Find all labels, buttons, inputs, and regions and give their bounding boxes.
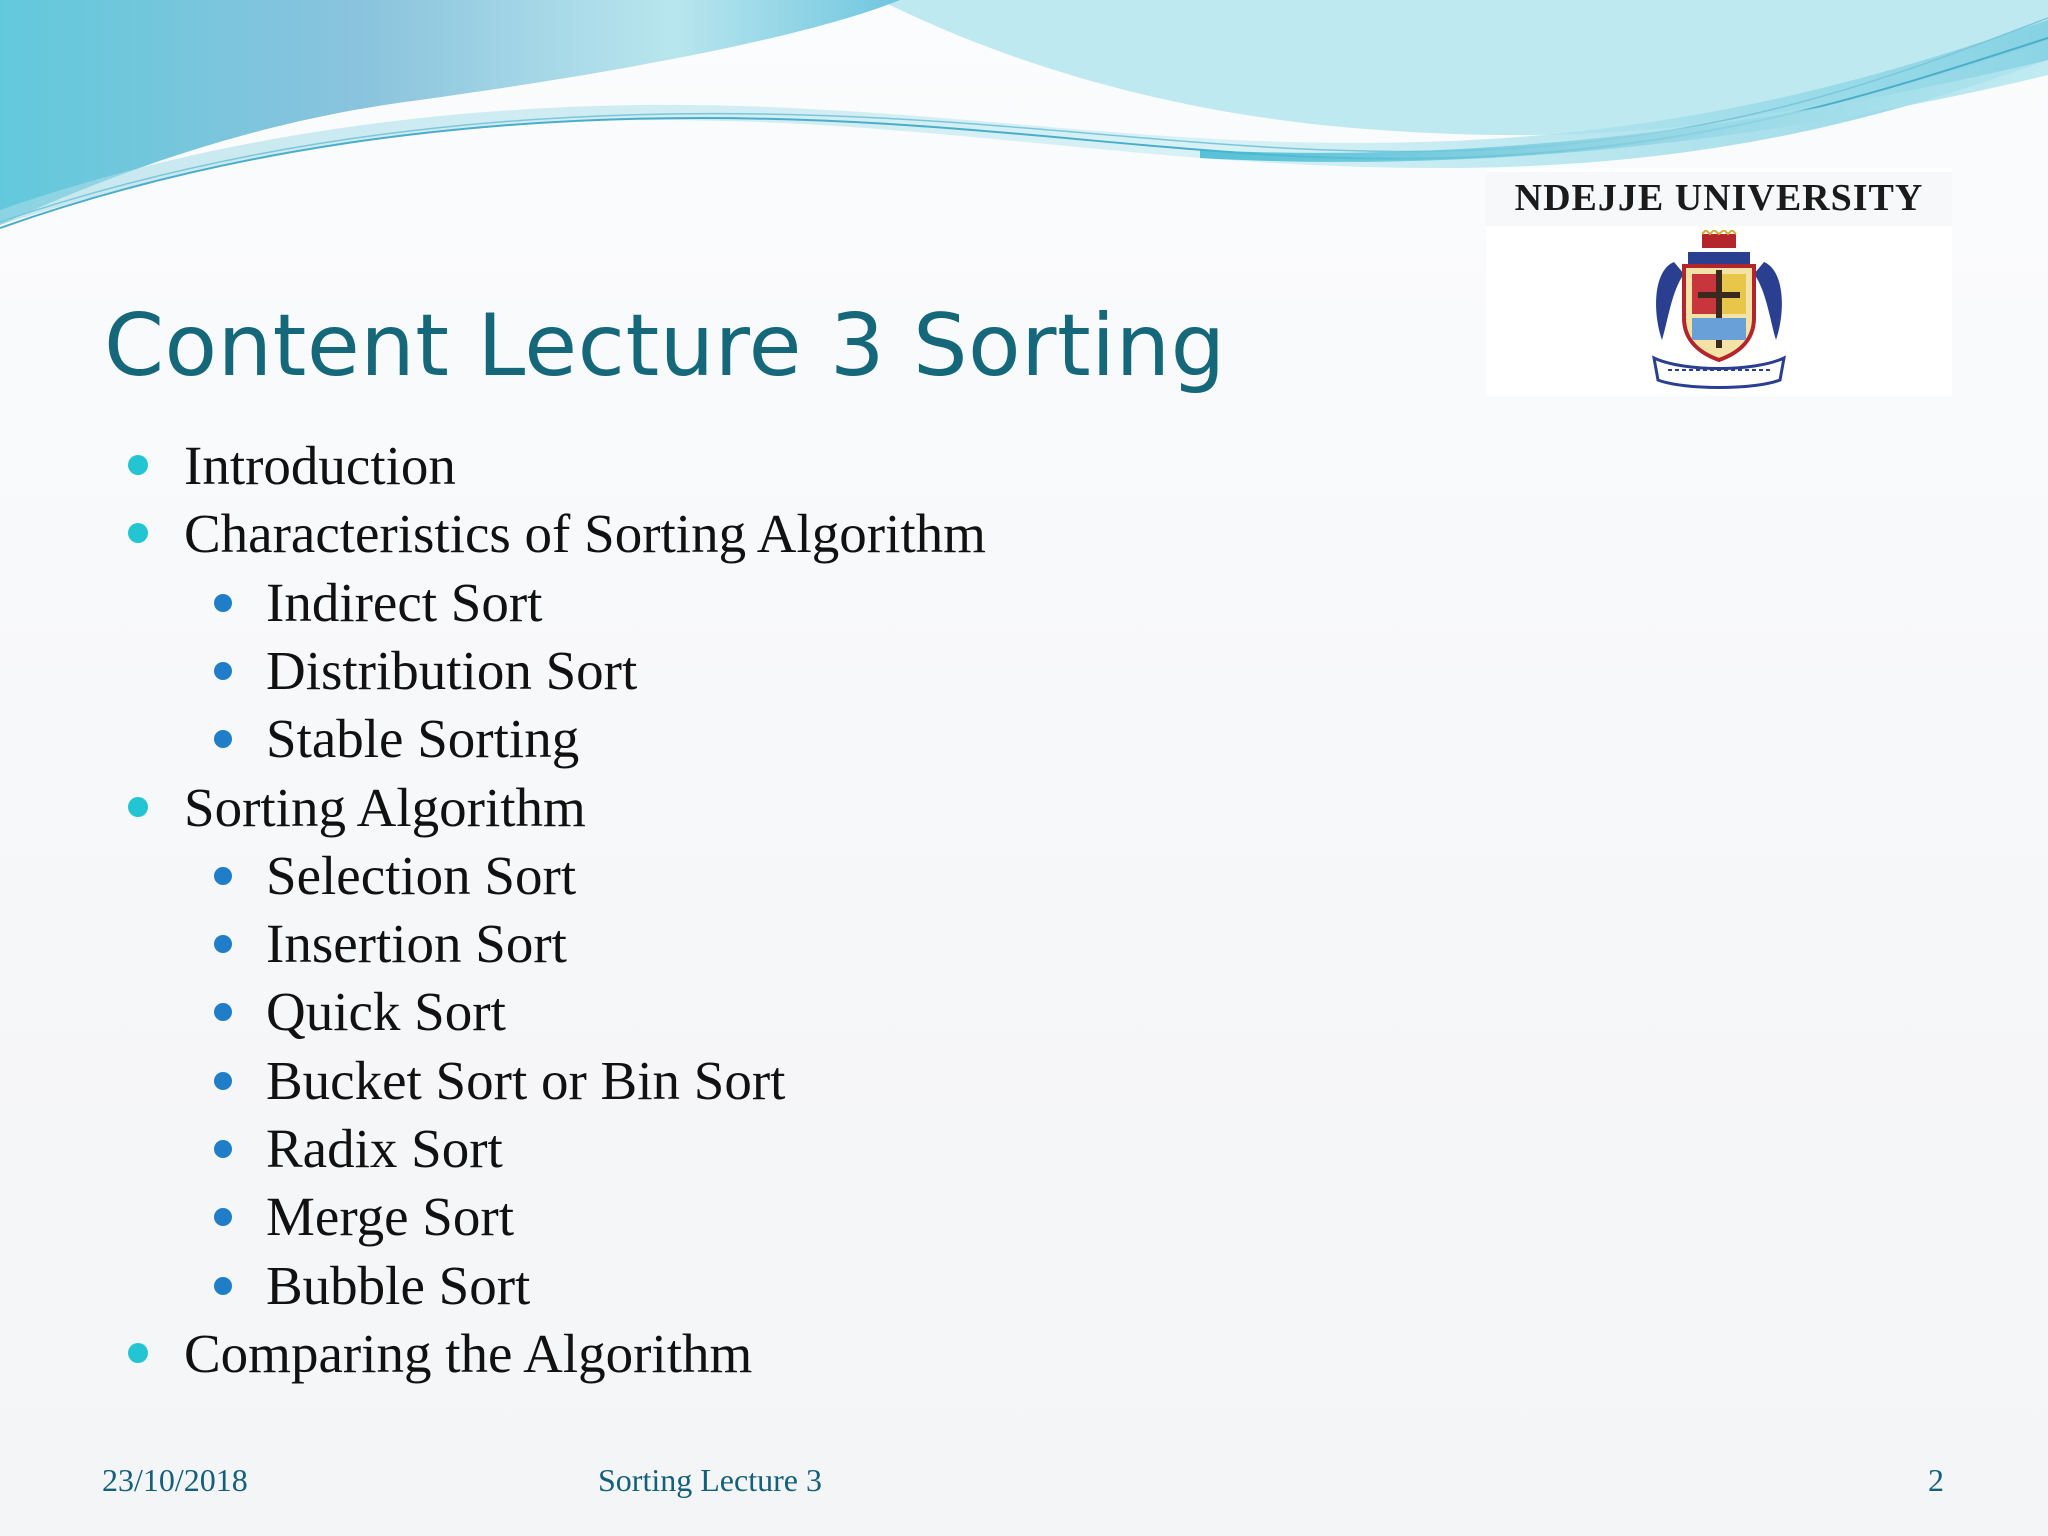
bullet-icon — [128, 797, 148, 817]
sub-list-item — [266, 1047, 785, 1115]
list-item-text: Introduction — [184, 435, 456, 496]
sub-list-item — [266, 637, 637, 705]
bullet-icon — [214, 1208, 232, 1226]
sub-list-item — [266, 569, 542, 637]
list-item-text: Insertion Sort — [266, 913, 567, 975]
list-item-text: Quick Sort — [266, 981, 506, 1043]
bullet-icon — [214, 935, 232, 953]
sub-list-item — [266, 1252, 530, 1320]
list-item — [184, 432, 456, 500]
bullet-icon — [214, 662, 232, 680]
footer-date: 23/10/2018 — [102, 1462, 248, 1498]
list-item-text: Bubble Sort — [266, 1254, 531, 1316]
list-item-text: Merge Sort — [266, 1186, 514, 1248]
list-item-text: Sorting Algorithm — [184, 776, 586, 838]
list-item-text: Stable Sorting — [266, 708, 580, 770]
sub-list-item — [266, 910, 567, 978]
list-item — [184, 500, 986, 568]
list-item-text: Bucket Sort or Bin Sort — [266, 1049, 786, 1111]
bullet-icon — [128, 455, 148, 475]
university-crest-icon — [1644, 230, 1794, 390]
list-item-text: Selection Sort — [266, 844, 577, 906]
sub-list-item — [266, 1183, 514, 1251]
list-item-text: Distribution Sort — [266, 639, 638, 701]
university-name: NDEJJE UNIVERSITY — [1486, 172, 1952, 226]
bullet-icon — [214, 1072, 232, 1090]
list-item — [184, 1320, 752, 1388]
list-item-text: Characteristics of Sorting Algorithm — [184, 503, 986, 565]
footer-title: Sorting Lecture 3 — [598, 1462, 822, 1498]
bullet-icon — [214, 867, 232, 885]
bullet-icon — [128, 1343, 148, 1363]
sub-list-item — [266, 705, 579, 773]
bullet-icon — [128, 523, 148, 543]
slide-title: Content Lecture 3 Sorting — [104, 296, 1226, 396]
list-item-text: Indirect Sort — [266, 571, 543, 633]
sub-list-item — [266, 1115, 503, 1183]
bullet-icon — [214, 1277, 232, 1295]
university-logo — [1486, 168, 1952, 396]
list-item-text: Radix Sort — [266, 1118, 503, 1179]
list-item — [184, 774, 586, 842]
bullet-icon — [214, 1003, 232, 1021]
sub-list-item — [266, 978, 506, 1046]
footer-page-number: 2 — [1928, 1462, 1944, 1498]
sub-list-item — [266, 842, 576, 910]
bullet-icon — [214, 1140, 232, 1158]
bullet-icon — [214, 730, 232, 748]
list-item-text: Comparing the Algorithm — [184, 1322, 753, 1384]
bullet-icon — [214, 594, 232, 612]
